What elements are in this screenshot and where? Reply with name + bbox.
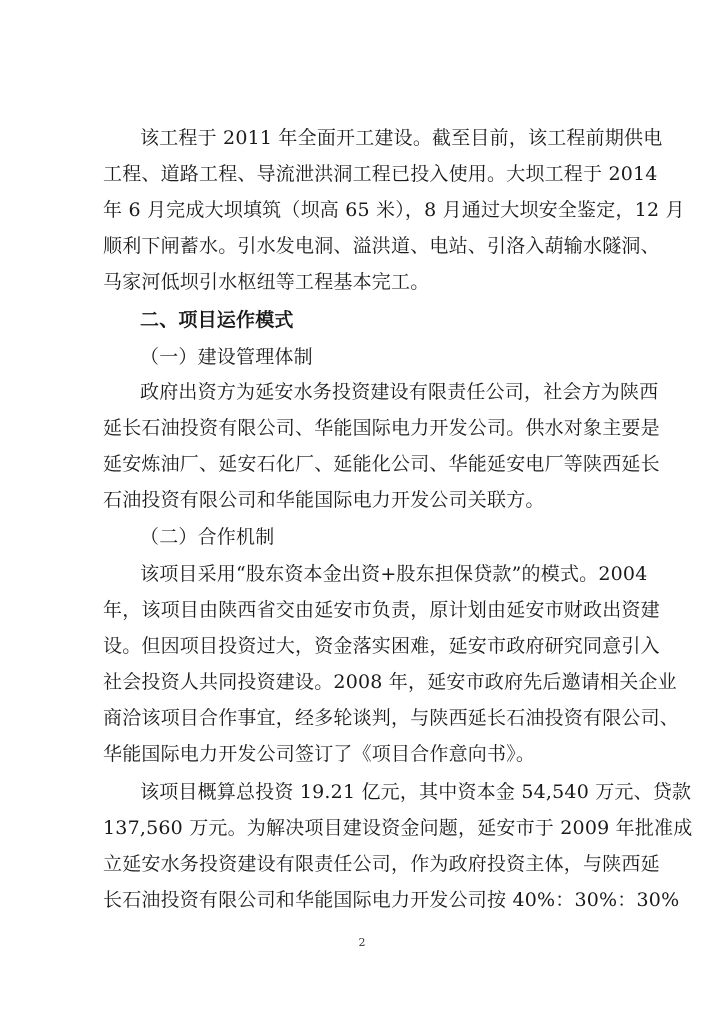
- paragraph-1-line-2: 工程、道路工程、导流泄洪洞工程已投入使用。大坝工程于 2014: [103, 163, 658, 185]
- paragraph-4-line-3: 立延安水务投资建设有限责任公司，作为政府投资主体，与陕西延: [103, 853, 660, 875]
- paragraph-1-line-3: 年 6 月完成大坝填筑（坝高 65 米），8 月通过大坝安全鉴定，12 月: [103, 199, 685, 221]
- paragraph-3-line-1: 该项目采用“股东资本金出资+股东担保贷款”的模式。2004: [140, 563, 648, 585]
- paragraph-1-line-4: 顺利下闸蓄水。引水发电洞、溢洪道、电站、引洛入葫输水隧洞、: [103, 235, 660, 257]
- section-heading: 二、项目运作模式: [140, 309, 294, 331]
- paragraph-1-line-1: 该工程于 2011 年全面开工建设。截至目前，该工程前期供电: [140, 127, 663, 149]
- paragraph-1-line-5: 马家河低坝引水枢纽等工程基本完工。: [103, 271, 430, 293]
- paragraph-4-line-2: 137,560 万元。为解决项目建设资金问题，延安市于 2009 年批准成: [103, 817, 693, 839]
- paragraph-4-line-4: 长石油投资有限公司和华能国际电力开发公司按 40%：30%：30%: [103, 889, 680, 911]
- paragraph-2-line-1: 政府出资方为延安水务投资建设有限责任公司，社会方为陕西: [140, 381, 659, 403]
- paragraph-3-line-3: 设。但因项目投资过大，资金落实困难，延安市政府研究同意引入: [103, 635, 660, 657]
- paragraph-3-line-4: 社会投资人共同投资建设。2008 年，延安市政府先后邀请相关企业: [103, 671, 677, 693]
- page-number: 2: [358, 936, 366, 949]
- paragraph-2-line-2: 延长石油投资有限公司、华能国际电力开发公司。供水对象主要是: [103, 417, 660, 439]
- subsection-2-heading: （二）合作机制: [140, 526, 275, 548]
- paragraph-3-line-6: 华能国际电力开发公司签订了《项目合作意向书》。: [103, 743, 536, 765]
- paragraph-2-line-4: 石油投资有限公司和华能国际电力开发公司关联方。: [103, 489, 545, 511]
- paragraph-3-line-2: 年，该项目由陕西省交由延安市负责，原计划由延安市财政出资建: [103, 599, 660, 621]
- paragraph-2-line-3: 延安炼油厂、延安石化厂、延能化公司、华能延安电厂等陕西延长: [103, 453, 660, 475]
- subsection-1-heading: （一）建设管理体制: [140, 346, 313, 368]
- paragraph-4-line-1: 该项目概算总投资 19.21 亿元，其中资本金 54,540 万元、贷款: [140, 781, 692, 803]
- paragraph-3-line-5: 商洽该项目合作事宜，经多轮谈判，与陕西延长石油投资有限公司、: [103, 707, 680, 729]
